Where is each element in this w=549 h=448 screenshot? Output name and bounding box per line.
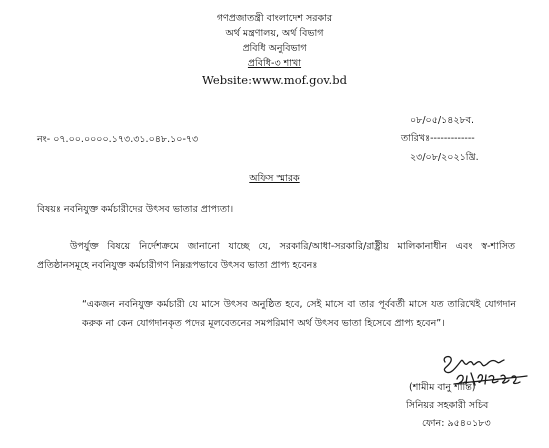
body-paragraph-1: উপর্যুক্ত বিষয়ে নির্দেশক্রমে জানানো যাচ্ছে যে, সরকারি/আধা-সরকারি/রাষ্ট্রীয় মালিকানাধীন এবং স্ব-শাসিত প্রতিষ্ঠানসমূহে নবনিযুক্ত কর্মচারীগণ নিম্নরূপভাবে উৎসব ভাতা প্রাপ্য হবেনঃ [37,241,515,271]
handwritten-signature [437,352,532,386]
subject-line: বিষয়ঃ নবনিযুক্ত কর্মচারীদের উৎসব ভাতার প্রাপ্যতা। [37,204,234,215]
letterhead-government: গণপ্রজাতন্ত্রী বাংলাদেশ সরকার [216,13,333,24]
signature-stroke-name [444,357,504,373]
date-bangla-calendar: ০৮/০৫/১৪২৮ব. [410,115,475,126]
signatory-phone: ফোন: ৯৫৪০১৮৩ [422,418,491,429]
letterhead-wing: প্রবিধি অনুবিভাগ [242,43,307,54]
signatory-designation: সিনিয়র সহকারী সচিব [406,400,489,411]
signatory-name: (শামীম বানু শান্তি) [409,382,476,393]
document-title: অফিস স্মারক [249,173,300,184]
memo-number: নং- ০৭.০০.০০০০.১৭৩.৩১.০৪৮.১০-৭৩ [37,134,199,145]
date-gregorian: ২৩/০৮/২০২১খ্রি. [410,152,479,163]
letterhead-branch: প্রবিধি-৩ শাখা [247,58,302,69]
letterhead-website: Website:www.mof.gov.bd [202,73,347,87]
letterhead-ministry: অর্থ মন্ত্রণালয়, অর্থ বিভাগ [225,28,324,39]
body-paragraph-2-quote: “একজন নবনিযুক্ত কর্মচারী যে মাসে উৎসব অনুষ্ঠিত হবে, সেই মাসে বা তার পূর্ববর্তী মাসে যত তারিখেই যোগদান করুক না কেন যোগদানকৃত পদের মূলবেতনের সমপরিমাণ অর্থ উৎসব ভাতা হিসেবে প্রাপ্য হবেন”। [82,299,516,329]
date-label: তারিখঃ------------- [401,133,475,144]
